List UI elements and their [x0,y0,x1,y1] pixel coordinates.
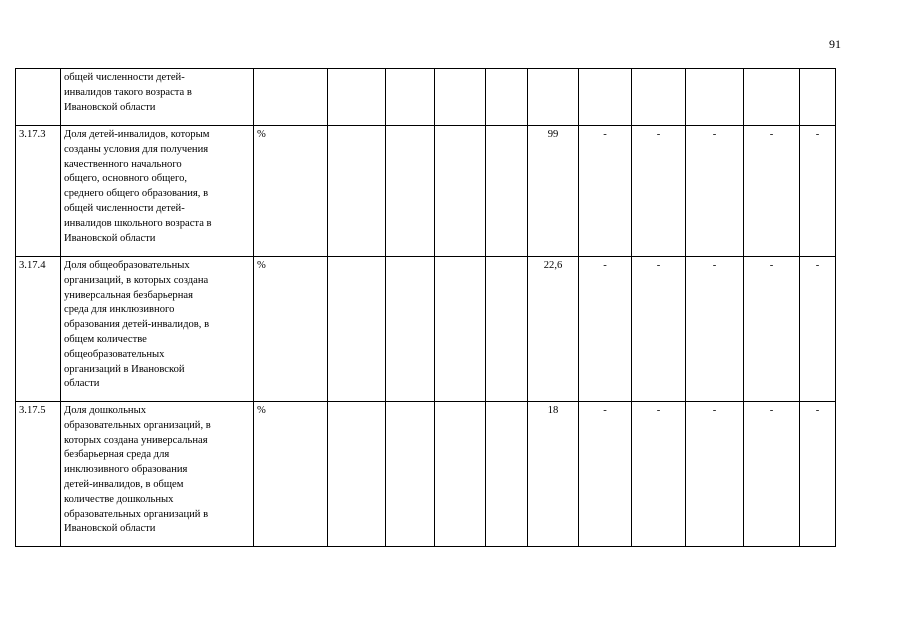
indicator-name-line: безбарьерная среда для [64,449,170,461]
empty-cell [486,257,528,402]
dash-cell: - [579,402,632,547]
indicator-name-line: общем количестве [64,333,147,345]
dash-cell: - [686,126,744,257]
empty-cell [328,257,386,402]
unit-cell: % [254,126,328,257]
indicator-name [61,402,254,547]
dash-cell: - [744,257,800,402]
dash-cell: - [632,402,686,547]
indicator-table [15,68,836,547]
empty-cell [435,69,486,126]
indicator-name-line: качественного начального [64,158,182,170]
value-cell: 22,6 [528,257,579,402]
empty-cell [435,402,486,547]
empty-cell [486,402,528,547]
dash-cell [686,69,744,126]
dash-cell: - [800,257,836,402]
indicator-name-line: общеобразовательных [64,348,165,360]
value-cell: 99 [528,126,579,257]
indicator-name-line: среднего общего образования, в [64,188,209,200]
unit-cell [254,69,328,126]
empty-cell [328,69,386,126]
indicator-name-line: количестве дошкольных [64,493,174,505]
dash-cell [579,69,632,126]
table-row [16,257,836,402]
indicator-name-line: общего, основного общего, [64,173,188,185]
indicator-name-line: образования детей-инвалидов, в [64,319,210,331]
empty-cell [386,69,435,126]
empty-cell [328,402,386,547]
indicator-name-line: общей численности детей- [64,72,185,83]
empty-cell [435,126,486,257]
row-number: 3.17.4 [16,257,61,402]
indicator-name-line: Ивановской области [64,101,156,113]
empty-cell [435,257,486,402]
indicator-name-line: организаций, в которых создана [64,274,209,286]
dash-cell: - [800,402,836,547]
empty-cell [386,126,435,257]
empty-cell [486,69,528,126]
value-cell: 18 [528,402,579,547]
dash-cell: - [744,402,800,547]
indicator-name-line: Доля детей-инвалидов, которым [64,129,210,140]
empty-cell [486,126,528,257]
row-number [16,69,61,126]
indicator-name-line: инвалидов такого возраста в [64,86,192,98]
row-number: 3.17.3 [16,126,61,257]
indicator-name-line: образовательных организаций в [64,508,209,520]
indicator-name-line: образовательных организаций, в [64,419,211,431]
empty-cell [328,126,386,257]
unit-cell: % [254,257,328,402]
indicator-name-line: области [64,378,100,390]
dash-cell: - [686,257,744,402]
page-number: 91 [829,37,841,51]
table-body [16,69,836,547]
indicator-name-line: общей численности детей- [64,202,185,214]
unit-cell: % [254,402,328,547]
indicator-name-line: детей-инвалидов, в общем [64,478,184,490]
dash-cell: - [632,126,686,257]
indicator-name-line: инвалидов школьного возраста в [64,217,212,229]
indicator-name-line: среда для инклюзивного [64,304,175,316]
indicator-name-line: Ивановской области [64,232,156,244]
indicator-name-line: универсальная безбарьерная [64,289,193,301]
dash-cell: - [800,126,836,257]
row-number: 3.17.5 [16,402,61,547]
indicator-name [61,126,254,257]
dash-cell: - [686,402,744,547]
indicator-name-line: инклюзивного образования [64,464,188,476]
empty-cell [386,402,435,547]
empty-cell [386,257,435,402]
table-row [16,126,836,257]
indicator-name-line: созданы условия для получения [64,143,209,155]
indicator-name [61,257,254,402]
dash-cell [632,69,686,126]
table-row [16,69,836,126]
value-cell [528,69,579,126]
indicator-name-line: Доля дошкольных [64,405,147,416]
dash-cell: - [632,257,686,402]
indicator-name-line: Ивановской области [64,523,156,535]
dash-cell: - [579,257,632,402]
indicator-name-line: Доля общеобразовательных [64,260,190,271]
indicator-name-line: организаций в Ивановской [64,363,185,375]
dash-cell [800,69,836,126]
dash-cell [744,69,800,126]
indicator-name-line: которых создана универсальная [64,434,208,446]
dash-cell: - [579,126,632,257]
indicator-name [61,69,254,126]
table-row [16,402,836,547]
dash-cell: - [744,126,800,257]
